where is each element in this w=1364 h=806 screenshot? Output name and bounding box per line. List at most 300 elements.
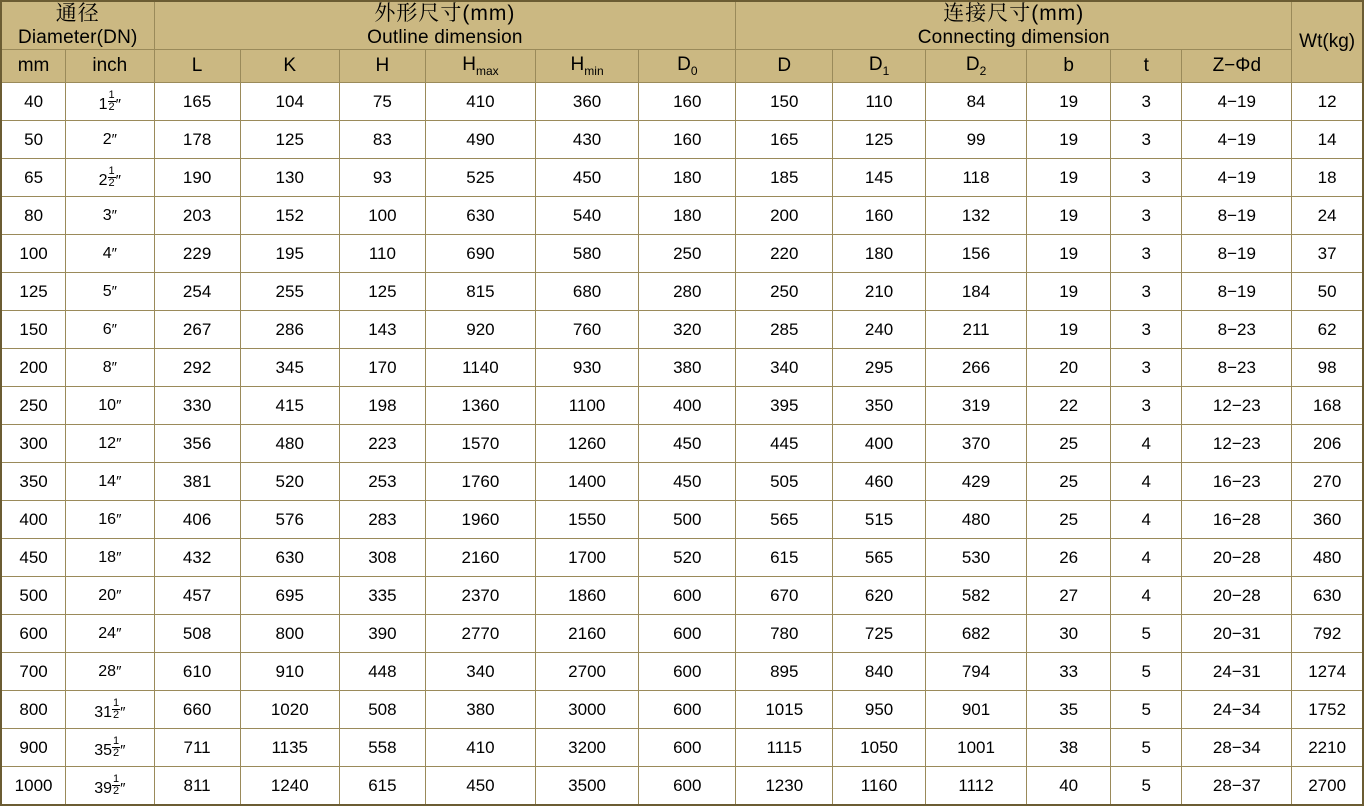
cell-k: 695 [240, 577, 339, 615]
cell-d: 165 [736, 121, 833, 159]
cell-d1: 725 [833, 615, 926, 653]
cell-d: 285 [736, 311, 833, 349]
cell-d: 340 [736, 349, 833, 387]
cell-b: 19 [1027, 273, 1111, 311]
header-group-outline-en: Outline dimension [367, 26, 523, 48]
cell-zd: 12−23 [1182, 387, 1292, 425]
table-row [1, 615, 1363, 653]
cell-inch-numerator: 1 [113, 734, 120, 747]
cell-hmin: 430 [535, 121, 638, 159]
cell-zd: 16−28 [1182, 501, 1292, 539]
cell-d1: 400 [833, 425, 926, 463]
table-row [1, 235, 1363, 273]
cell-inch [66, 463, 154, 501]
cell-inch [66, 159, 154, 197]
cell-h: 615 [339, 767, 425, 806]
cell-inch-denominator: 2 [113, 746, 120, 759]
cell-wt: 37 [1292, 235, 1363, 273]
cell-d1: 1050 [833, 729, 926, 767]
cell-d: 615 [736, 539, 833, 577]
cell-l: 292 [154, 349, 240, 387]
cell-d1: 565 [833, 539, 926, 577]
table-row [1, 159, 1363, 197]
cell-inch-fraction [112, 774, 120, 797]
cell-d1: 240 [833, 311, 926, 349]
cell-b: 25 [1027, 425, 1111, 463]
header-col-d2-sub: 2 [979, 64, 987, 79]
cell-d1: 1160 [833, 767, 926, 806]
cell-hmin: 2160 [535, 615, 638, 653]
cell-d1: 350 [833, 387, 926, 425]
cell-hmin: 450 [535, 159, 638, 197]
header-col-inch: inch [66, 50, 154, 83]
cell-d0: 280 [639, 273, 736, 311]
cell-h: 100 [339, 197, 425, 235]
cell-mm: 65 [1, 159, 66, 197]
cell-t: 5 [1111, 615, 1182, 653]
cell-zd: 8−19 [1182, 235, 1292, 273]
cell-h: 253 [339, 463, 425, 501]
cell-b: 25 [1027, 501, 1111, 539]
cell-inch-whole: 39 [94, 779, 112, 797]
header-group-diameter-cn: 通径 [55, 2, 100, 25]
cell-zd: 12−23 [1182, 425, 1292, 463]
cell-k: 152 [240, 197, 339, 235]
header-col-d1 [833, 50, 926, 83]
cell-t: 3 [1111, 159, 1182, 197]
table-row [1, 653, 1363, 691]
cell-d1: 460 [833, 463, 926, 501]
cell-inch-numerator: 1 [113, 772, 120, 785]
cell-l: 267 [154, 311, 240, 349]
cell-hmin: 360 [535, 83, 638, 121]
cell-hmin: 760 [535, 311, 638, 349]
cell-inch [66, 539, 154, 577]
cell-hmax: 2370 [425, 577, 535, 615]
cell-k: 104 [240, 83, 339, 121]
cell-d: 895 [736, 653, 833, 691]
cell-zd: 8−19 [1182, 197, 1292, 235]
cell-t: 5 [1111, 729, 1182, 767]
cell-wt: 360 [1292, 501, 1363, 539]
cell-mm: 250 [1, 387, 66, 425]
cell-hmin: 3000 [535, 691, 638, 729]
cell-h: 390 [339, 615, 425, 653]
header-col-hmax-sub: max [475, 64, 499, 79]
cell-inch-prime: ″ [116, 472, 122, 490]
cell-b: 35 [1027, 691, 1111, 729]
cell-hmax: 525 [425, 159, 535, 197]
cell-d1: 295 [833, 349, 926, 387]
cell-d0: 320 [639, 311, 736, 349]
cell-hmin: 3500 [535, 767, 638, 806]
cell-h: 83 [339, 121, 425, 159]
table-row [1, 197, 1363, 235]
cell-zd: 4−19 [1182, 121, 1292, 159]
cell-l: 254 [154, 273, 240, 311]
cell-t: 4 [1111, 425, 1182, 463]
cell-inch-prime: ″ [115, 171, 121, 189]
table-row [1, 463, 1363, 501]
cell-wt: 792 [1292, 615, 1363, 653]
cell-inch-prime: ″ [120, 741, 126, 759]
cell-inch-denominator: 2 [113, 784, 120, 797]
cell-hmax: 450 [425, 767, 535, 806]
cell-inch-fraction [108, 166, 116, 189]
cell-h: 308 [339, 539, 425, 577]
cell-inch-denominator: 2 [108, 100, 115, 113]
cell-k: 1240 [240, 767, 339, 806]
cell-inch-whole: 18 [98, 548, 117, 566]
cell-d2: 794 [925, 653, 1026, 691]
header-col-mm: mm [1, 50, 66, 83]
cell-wt: 270 [1292, 463, 1363, 501]
cell-b: 20 [1027, 349, 1111, 387]
header-col-hmin-base: H [570, 54, 585, 76]
cell-mm: 600 [1, 615, 66, 653]
cell-d0: 600 [639, 691, 736, 729]
cell-k: 910 [240, 653, 339, 691]
cell-wt: 206 [1292, 425, 1363, 463]
cell-d2: 211 [925, 311, 1026, 349]
cell-k: 1020 [240, 691, 339, 729]
cell-b: 19 [1027, 159, 1111, 197]
cell-hmax: 490 [425, 121, 535, 159]
cell-h: 93 [339, 159, 425, 197]
cell-hmax: 1360 [425, 387, 535, 425]
cell-zd: 8−23 [1182, 311, 1292, 349]
table-row [1, 83, 1363, 121]
cell-mm: 700 [1, 653, 66, 691]
header-group-outline [154, 1, 736, 50]
cell-h: 335 [339, 577, 425, 615]
cell-t: 5 [1111, 653, 1182, 691]
cell-inch [66, 387, 154, 425]
cell-wt: 630 [1292, 577, 1363, 615]
header-col-zd: Z−Φd [1182, 50, 1292, 83]
cell-inch-whole: 2 [102, 130, 112, 148]
cell-t: 4 [1111, 463, 1182, 501]
cell-k: 130 [240, 159, 339, 197]
cell-hmin: 1100 [535, 387, 638, 425]
cell-d: 150 [736, 83, 833, 121]
cell-d0: 450 [639, 463, 736, 501]
cell-inch-prime: ″ [111, 358, 117, 376]
cell-d2: 156 [925, 235, 1026, 273]
table-row [1, 729, 1363, 767]
cell-inch-prime: ″ [116, 624, 122, 642]
cell-d2: 184 [925, 273, 1026, 311]
cell-inch-whole: 2 [98, 171, 108, 189]
cell-wt: 168 [1292, 387, 1363, 425]
cell-d0: 180 [639, 159, 736, 197]
header-col-hmin [535, 50, 638, 83]
cell-wt: 2700 [1292, 767, 1363, 806]
cell-inch-prime: ″ [111, 244, 117, 262]
cell-mm: 1000 [1, 767, 66, 806]
cell-zd: 8−19 [1182, 273, 1292, 311]
cell-b: 33 [1027, 653, 1111, 691]
cell-mm: 500 [1, 577, 66, 615]
cell-d2: 582 [925, 577, 1026, 615]
cell-d2: 1001 [925, 729, 1026, 767]
cell-inch [66, 767, 154, 806]
header-weight: Wt(kg) [1292, 1, 1363, 83]
cell-t: 4 [1111, 501, 1182, 539]
cell-h: 223 [339, 425, 425, 463]
cell-inch [66, 691, 154, 729]
cell-d0: 160 [639, 121, 736, 159]
cell-wt: 2210 [1292, 729, 1363, 767]
cell-d1: 515 [833, 501, 926, 539]
cell-inch-whole: 1 [98, 95, 108, 113]
cell-d: 505 [736, 463, 833, 501]
cell-h: 508 [339, 691, 425, 729]
cell-inch-whole: 31 [94, 703, 112, 721]
cell-d2: 132 [925, 197, 1026, 235]
cell-inch [66, 121, 154, 159]
cell-d1: 950 [833, 691, 926, 729]
cell-inch-whole: 5 [102, 282, 112, 300]
cell-hmax: 1570 [425, 425, 535, 463]
cell-d: 185 [736, 159, 833, 197]
cell-mm: 125 [1, 273, 66, 311]
header-col-l: L [154, 50, 240, 83]
cell-inch-whole: 28 [98, 662, 117, 680]
cell-d: 670 [736, 577, 833, 615]
cell-d: 1230 [736, 767, 833, 806]
cell-d1: 840 [833, 653, 926, 691]
cell-h: 558 [339, 729, 425, 767]
cell-wt: 1274 [1292, 653, 1363, 691]
cell-hmax: 2770 [425, 615, 535, 653]
cell-inch [66, 425, 154, 463]
cell-d2: 118 [925, 159, 1026, 197]
cell-t: 3 [1111, 197, 1182, 235]
header-col-d: D [736, 50, 833, 83]
cell-hmax: 815 [425, 273, 535, 311]
cell-d1: 180 [833, 235, 926, 273]
header-col-d0-base: D [677, 54, 691, 76]
cell-inch [66, 577, 154, 615]
cell-hmax: 1960 [425, 501, 535, 539]
header-col-h: H [339, 50, 425, 83]
cell-b: 19 [1027, 121, 1111, 159]
cell-l: 165 [154, 83, 240, 121]
cell-hmax: 690 [425, 235, 535, 273]
header-col-hmin-sub: min [584, 64, 604, 79]
header-col-t: t [1111, 50, 1182, 83]
cell-d0: 520 [639, 539, 736, 577]
cell-d2: 319 [925, 387, 1026, 425]
cell-k: 286 [240, 311, 339, 349]
header-sub-row [1, 50, 1363, 83]
cell-inch-prime: ″ [116, 434, 122, 452]
cell-hmin: 680 [535, 273, 638, 311]
cell-d2: 266 [925, 349, 1026, 387]
cell-inch-prime: ″ [111, 206, 117, 224]
cell-zd: 20−28 [1182, 577, 1292, 615]
cell-b: 27 [1027, 577, 1111, 615]
cell-k: 480 [240, 425, 339, 463]
cell-t: 5 [1111, 767, 1182, 806]
cell-inch-fraction [108, 90, 116, 113]
cell-d: 1115 [736, 729, 833, 767]
cell-k: 1135 [240, 729, 339, 767]
cell-b: 25 [1027, 463, 1111, 501]
cell-b: 19 [1027, 311, 1111, 349]
cell-inch-whole: 6 [102, 320, 112, 338]
cell-inch [66, 349, 154, 387]
cell-k: 125 [240, 121, 339, 159]
cell-inch-prime: ″ [120, 779, 126, 797]
cell-inch-prime: ″ [120, 703, 126, 721]
cell-inch-prime: ″ [116, 548, 122, 566]
cell-mm: 450 [1, 539, 66, 577]
cell-d1: 160 [833, 197, 926, 235]
cell-b: 40 [1027, 767, 1111, 806]
cell-l: 711 [154, 729, 240, 767]
header-col-d2-base: D [965, 54, 980, 76]
cell-inch-whole: 10 [98, 396, 117, 414]
cell-d: 1015 [736, 691, 833, 729]
cell-inch-denominator: 2 [113, 708, 120, 721]
header-group-outline-cn: 外形尺寸(mm) [374, 2, 516, 25]
cell-wt: 18 [1292, 159, 1363, 197]
cell-k: 345 [240, 349, 339, 387]
cell-mm: 400 [1, 501, 66, 539]
cell-d0: 600 [639, 577, 736, 615]
cell-hmin: 930 [535, 349, 638, 387]
cell-mm: 900 [1, 729, 66, 767]
cell-l: 811 [154, 767, 240, 806]
cell-d0: 160 [639, 83, 736, 121]
cell-mm: 40 [1, 83, 66, 121]
header-group-connecting-en: Connecting dimension [917, 26, 1110, 48]
header-col-b: b [1027, 50, 1111, 83]
cell-hmax: 380 [425, 691, 535, 729]
cell-l: 381 [154, 463, 240, 501]
cell-mm: 300 [1, 425, 66, 463]
cell-d0: 600 [639, 767, 736, 806]
cell-h: 143 [339, 311, 425, 349]
header-group-diameter [1, 1, 154, 50]
cell-k: 255 [240, 273, 339, 311]
cell-h: 75 [339, 83, 425, 121]
header-group-row [1, 1, 1363, 50]
cell-d2: 530 [925, 539, 1026, 577]
table-body [1, 83, 1363, 806]
header-group-connecting [736, 1, 1292, 50]
cell-zd: 16−23 [1182, 463, 1292, 501]
cell-l: 356 [154, 425, 240, 463]
cell-hmax: 630 [425, 197, 535, 235]
cell-mm: 350 [1, 463, 66, 501]
cell-hmin: 1260 [535, 425, 638, 463]
cell-wt: 50 [1292, 273, 1363, 311]
cell-hmax: 920 [425, 311, 535, 349]
cell-d0: 500 [639, 501, 736, 539]
cell-d2: 84 [925, 83, 1026, 121]
cell-h: 110 [339, 235, 425, 273]
cell-hmin: 540 [535, 197, 638, 235]
cell-inch-prime: ″ [115, 95, 121, 113]
cell-d: 220 [736, 235, 833, 273]
cell-d: 445 [736, 425, 833, 463]
cell-k: 800 [240, 615, 339, 653]
cell-inch-whole: 3 [102, 206, 112, 224]
cell-inch-prime: ″ [111, 282, 117, 300]
cell-t: 3 [1111, 311, 1182, 349]
cell-hmin: 1550 [535, 501, 638, 539]
header-col-d0 [639, 50, 736, 83]
cell-l: 406 [154, 501, 240, 539]
cell-inch [66, 615, 154, 653]
table-row [1, 767, 1363, 806]
header-col-k: K [240, 50, 339, 83]
cell-inch-prime: ″ [111, 130, 117, 148]
table-row [1, 349, 1363, 387]
header-col-d1-base: D [868, 54, 883, 76]
cell-hmin: 1400 [535, 463, 638, 501]
cell-b: 19 [1027, 83, 1111, 121]
cell-hmax: 410 [425, 83, 535, 121]
table-row [1, 273, 1363, 311]
cell-t: 5 [1111, 691, 1182, 729]
table-row [1, 501, 1363, 539]
cell-wt: 480 [1292, 539, 1363, 577]
cell-l: 330 [154, 387, 240, 425]
cell-d2: 480 [925, 501, 1026, 539]
cell-h: 170 [339, 349, 425, 387]
cell-b: 38 [1027, 729, 1111, 767]
table-row [1, 539, 1363, 577]
cell-wt: 98 [1292, 349, 1363, 387]
cell-zd: 20−31 [1182, 615, 1292, 653]
cell-d2: 99 [925, 121, 1026, 159]
cell-inch [66, 653, 154, 691]
cell-d0: 180 [639, 197, 736, 235]
cell-d1: 620 [833, 577, 926, 615]
cell-l: 610 [154, 653, 240, 691]
cell-hmin: 1700 [535, 539, 638, 577]
cell-zd: 24−34 [1182, 691, 1292, 729]
cell-h: 448 [339, 653, 425, 691]
cell-inch-whole: 35 [94, 741, 112, 759]
cell-t: 3 [1111, 273, 1182, 311]
cell-inch-prime: ″ [116, 662, 122, 680]
cell-inch-whole: 16 [98, 510, 117, 528]
cell-k: 576 [240, 501, 339, 539]
cell-d2: 1112 [925, 767, 1026, 806]
cell-h: 125 [339, 273, 425, 311]
cell-l: 203 [154, 197, 240, 235]
cell-d0: 400 [639, 387, 736, 425]
cell-b: 26 [1027, 539, 1111, 577]
cell-inch-numerator: 1 [108, 164, 115, 177]
cell-mm: 150 [1, 311, 66, 349]
cell-t: 3 [1111, 349, 1182, 387]
cell-inch [66, 501, 154, 539]
cell-inch-prime: ″ [116, 510, 122, 528]
cell-d: 250 [736, 273, 833, 311]
cell-zd: 8−23 [1182, 349, 1292, 387]
cell-hmin: 580 [535, 235, 638, 273]
table-row [1, 425, 1363, 463]
cell-inch-prime: ″ [116, 396, 122, 414]
cell-l: 508 [154, 615, 240, 653]
cell-k: 415 [240, 387, 339, 425]
